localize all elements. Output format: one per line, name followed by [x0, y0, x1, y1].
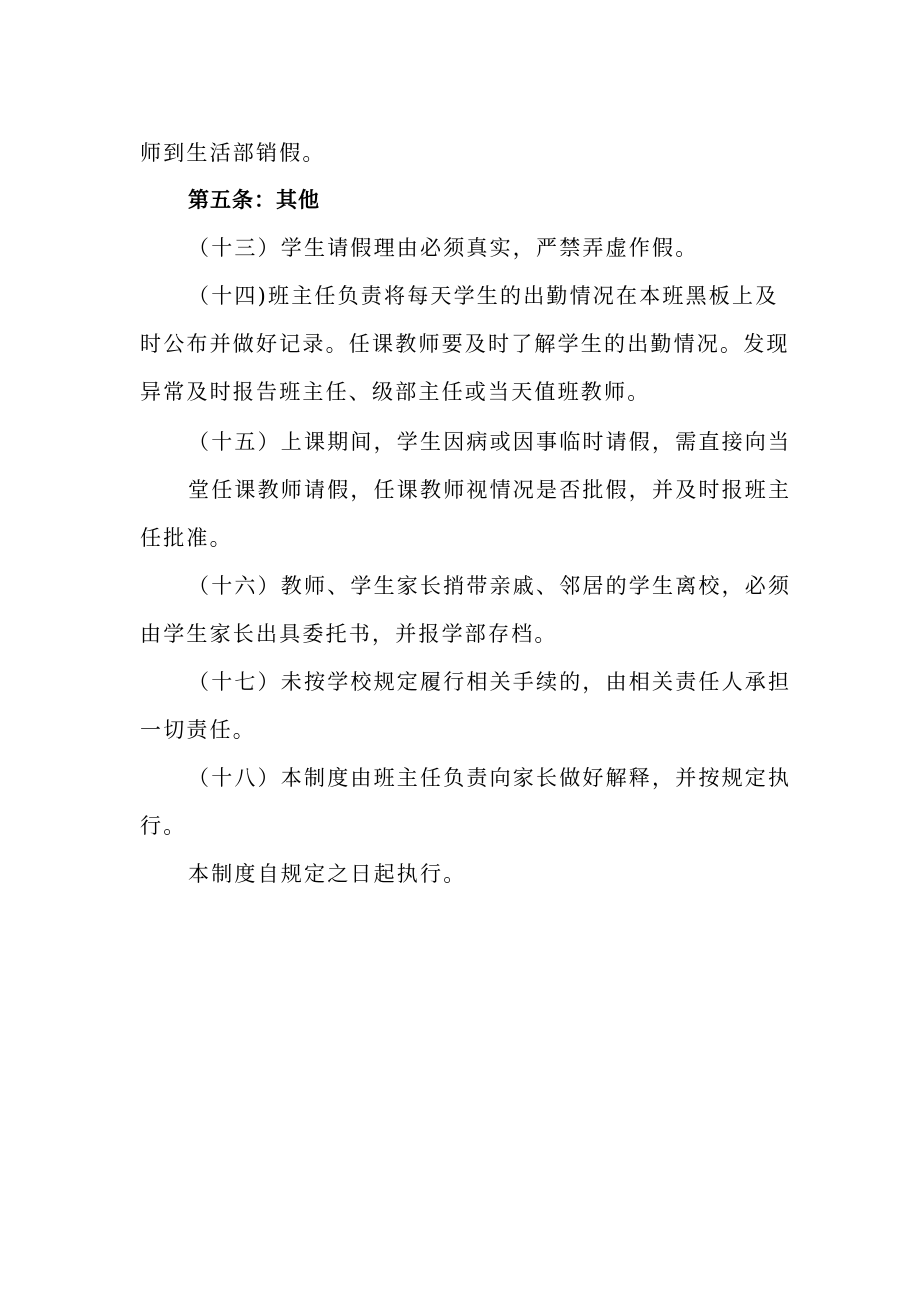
item-14-line-3: 异常及时报告班主任、级部主任或当天值班教师。 — [140, 380, 651, 404]
item-15-line-3: 任批准。 — [140, 526, 233, 550]
item-17-line-1: （十七）未按学校规定履行相关手续的，由相关责任人承担 — [188, 670, 792, 694]
item-13-line-1: （十三）学生请假理由必须真实，严禁弄虚作假。 — [188, 236, 699, 260]
item-15-line-1: （十五）上课期间，学生因病或因事临时请假，需直接向当 — [188, 430, 792, 454]
closing-text: 本制度自规定之日起执行。 — [188, 862, 467, 886]
item-18-line-2: 行。 — [140, 814, 187, 838]
item-14-line-1: （十四)班主任负责将每天学生的出勤情况在本班黑板上及 — [188, 284, 779, 308]
item-16-line-2: 由学生家长出具委托书，并报学部存档。 — [140, 622, 558, 646]
continuation-text: 师到生活部销假。 — [140, 141, 326, 165]
item-18-line-1: （十八）本制度由班主任负责向家长做好解释，并按规定执 — [188, 766, 792, 790]
item-17-line-2: 一切责任。 — [140, 718, 256, 742]
item-15-line-2: 堂任课教师请假，任课教师视情况是否批假，并及时报班主 — [188, 478, 792, 502]
section-title: 第五条：其他 — [188, 188, 320, 212]
item-14-line-2: 时公布并做好记录。任课教师要及时了解学生的出勤情况。发现 — [140, 332, 790, 356]
item-16-line-1: （十六）教师、学生家长捎带亲戚、邻居的学生离校，必须 — [188, 574, 792, 598]
